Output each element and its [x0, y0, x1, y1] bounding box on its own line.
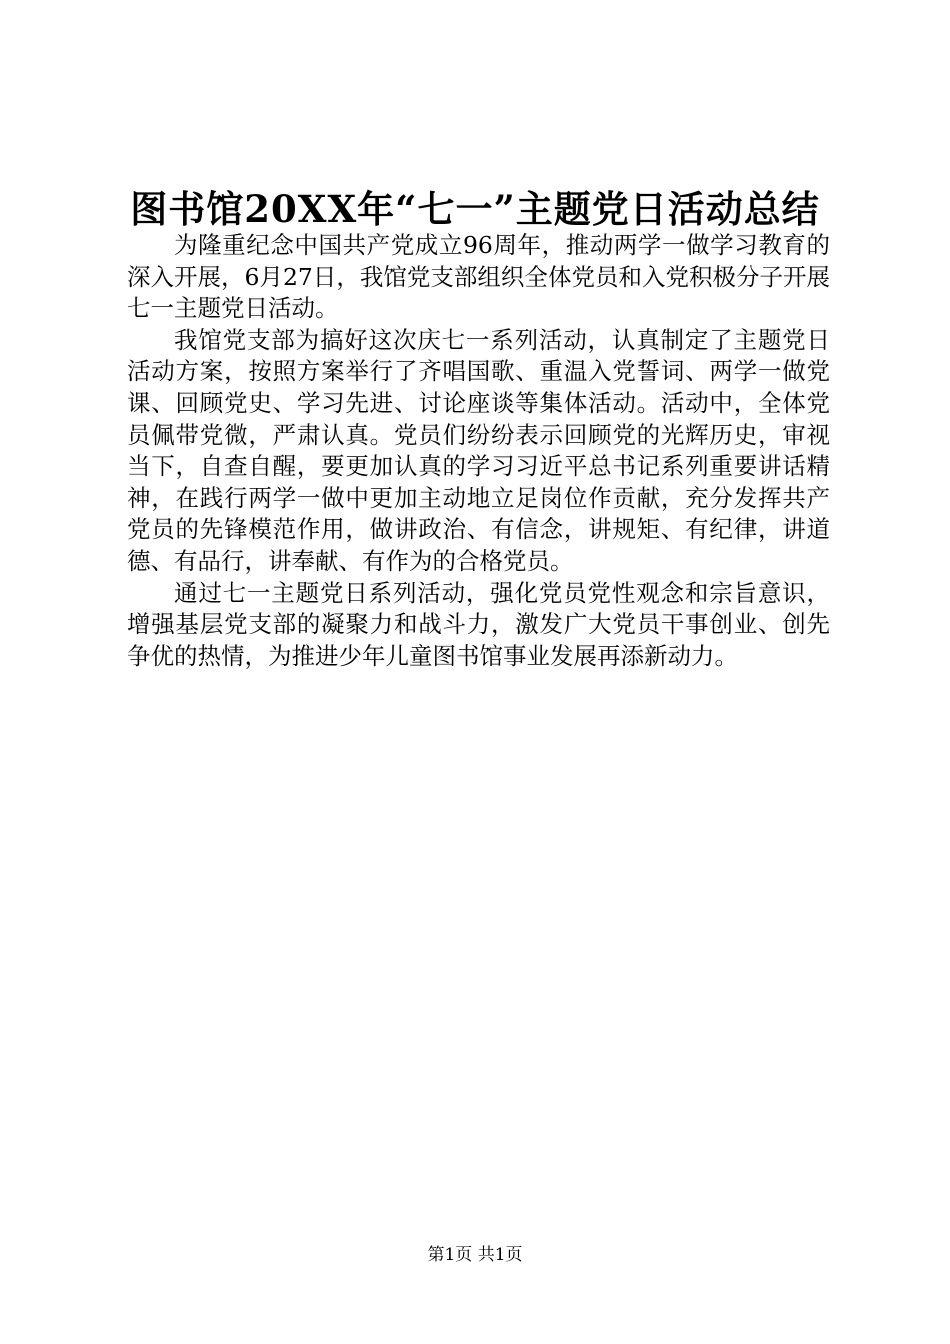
paragraph-1: 为隆重纪念中国共产党成立96周年，推动两学一做学习教育的深入开展，6月27日，我馆党支部组织全体党员和入党积极分子开展七一主题党日活动。: [127, 231, 830, 323]
paragraph-2: 我馆党支部为搞好这次庆七一系列活动，认真制定了主题党日活动方案，按照方案举行了齐唱国歌、重温入党誓词、两学一做党课、回顾党史、学习先进、讨论座谈等集体活动。活动中，全体党员佩带党微，严肃认真。党员们纷纷表示回顾党的光辉历史，审视当下，自查自醒，要更加认真的学习习近平总书记系列重要讲话精神，在践行两学一做中更加主动地立足岗位作贡献，充分发挥共产党员的先锋模范作用，做讲政治、有信念，讲规矩、有纪律，讲道德、有品行，讲奉献、有作为的合格党员。: [127, 325, 830, 575]
page-number-footer: 第1页 共1页: [427, 1245, 523, 1265]
document-title: 图书馆20XX年“七一”主题党日活动总结: [130, 187, 820, 231]
paragraph-3: 通过七一主题党日系列活动，强化党员党性观念和宗旨意识，增强基层党支部的凝聚力和战斗力，激发广大党员干事创业、创先争优的热情，为推进少年儿童图书馆事业发展再添新动力。: [127, 578, 830, 670]
document-body: [127, 230, 830, 672]
